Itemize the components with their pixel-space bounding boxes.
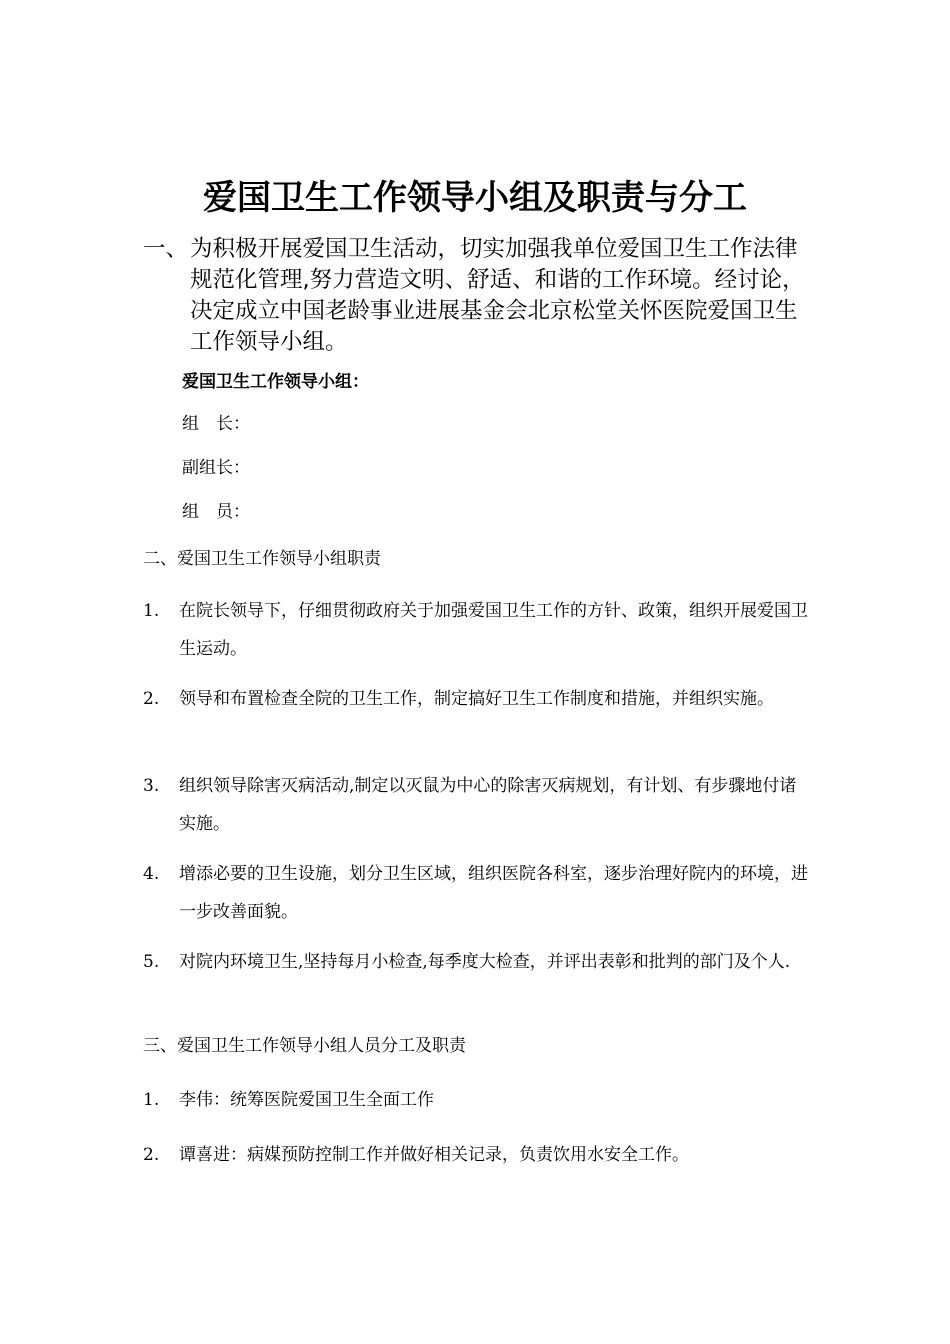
assignment-item <box>143 1081 813 1119</box>
assignment-item-text: 李伟：统筹医院爱国卫生全面工作 <box>179 1090 434 1110</box>
section-2-heading: 二、爱国卫生工作领导小组职责 <box>143 549 381 569</box>
duty-item <box>143 592 813 668</box>
duty-item-text: 增添必要的卫生设施，划分卫生区域，组织医院各科室，逐步治理好院内的环境，进一步改善面貌。 <box>179 864 808 922</box>
document-title: 爱国卫生工作领导小组及职责与分工 <box>203 178 747 218</box>
group-members-label: 组 员： <box>182 502 250 522</box>
duty-item-text: 对院内环境卫生,坚持每月小检查,每季度大检查，并评出表彰和批判的部门及个人. <box>179 952 791 972</box>
assignment-item <box>143 1136 813 1174</box>
duty-item-number: 3. <box>143 776 160 796</box>
group-heading: 爱国卫生工作领导小组： <box>182 372 369 392</box>
duty-item-number: 2. <box>143 689 160 709</box>
duty-item-number: 5. <box>143 952 160 972</box>
assignment-item-number: 1. <box>143 1090 160 1110</box>
group-deputy-label: 副组长： <box>182 458 250 478</box>
duty-item <box>143 767 813 843</box>
duty-item-text: 组织领导除害灭病活动,制定以灭鼠为中心的除害灭病规划，有计划、有步骤地付诸实施。 <box>179 776 797 834</box>
duty-item <box>143 855 813 931</box>
duty-item <box>143 680 813 718</box>
assignment-item-text: 谭喜进：病媒预防控制工作并做好相关记录，负责饮用水安全工作。 <box>179 1145 689 1165</box>
section-1 <box>143 234 813 358</box>
duty-item-text: 领导和布置检查全院的卫生工作，制定搞好卫生工作制度和措施，并组织实施。 <box>179 689 774 709</box>
duty-item-number: 4. <box>143 864 160 884</box>
group-leader-label: 组 长： <box>182 414 250 434</box>
section-1-text: 为积极开展爱国卫生活动，切实加强我单位爱国卫生工作法律规范化管理,努力营造文明、舒适、和谐的工作环境。经讨论，决定成立中国老龄事业进展基金会北京松堂关怀医院爱国卫生工作领导小组。 <box>190 236 805 355</box>
section-3-heading: 三、爱国卫生工作领导小组人员分工及职责 <box>143 1036 466 1056</box>
duty-item-text: 在院长领导下，仔细贯彻政府关于加强爱国卫生工作的方针、政策，组织开展爱国卫生运动。 <box>179 601 808 659</box>
assignment-item-number: 2. <box>143 1145 160 1165</box>
duty-item <box>143 943 813 981</box>
section-1-number: 一、 <box>143 236 189 262</box>
duty-item-number: 1. <box>143 601 160 621</box>
